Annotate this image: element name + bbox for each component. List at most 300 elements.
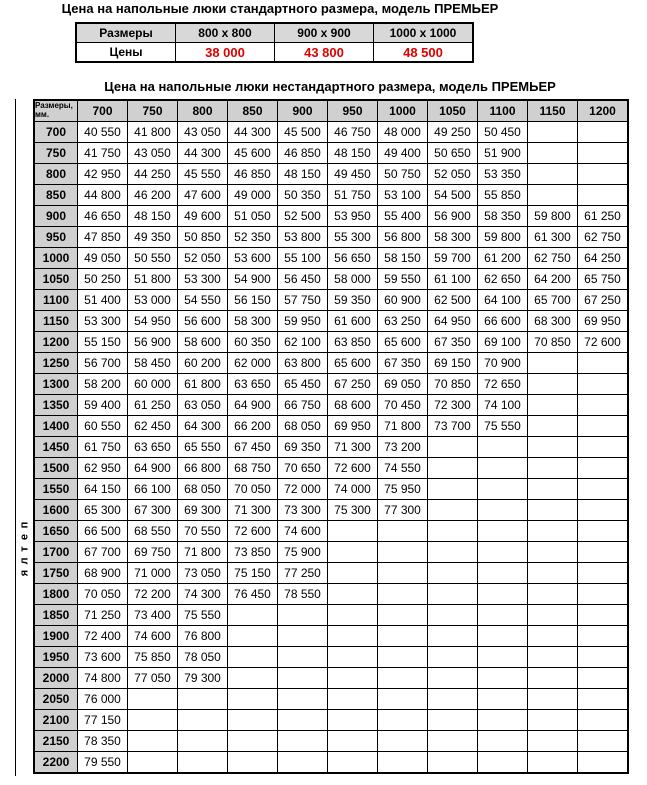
price-cell (578, 374, 629, 395)
price-cell (478, 584, 528, 605)
price-cell: 65 300 (78, 500, 128, 521)
price-cell: 52 050 (178, 248, 228, 269)
price-cell: 75 300 (328, 500, 378, 521)
price-cell (278, 668, 328, 689)
corner-label: Размеры, мм. (34, 100, 78, 122)
price-cell: 64 250 (578, 248, 629, 269)
price-cell (378, 584, 428, 605)
custom-price-table (33, 99, 629, 774)
price-cell: 66 600 (478, 311, 528, 332)
price-cell (428, 647, 478, 668)
price-cell: 51 900 (478, 143, 528, 164)
price-cell (578, 185, 629, 206)
price-cell: 60 900 (378, 290, 428, 311)
price-cell (528, 374, 578, 395)
price-cell (528, 626, 578, 647)
standard-sizes-row (76, 23, 473, 43)
price-cell: 46 200 (128, 185, 178, 206)
price-cell: 53 300 (178, 269, 228, 290)
price-cell (528, 437, 578, 458)
price-cell (578, 164, 629, 185)
price-cell (278, 731, 328, 752)
price-cell: 58 000 (328, 269, 378, 290)
price-cell: 73 400 (128, 605, 178, 626)
price-cell: 50 550 (128, 248, 178, 269)
row-header: 1800 (34, 584, 78, 605)
price-cell (378, 542, 428, 563)
price-cell: 70 450 (378, 395, 428, 416)
price-cell (578, 710, 629, 731)
price-cell (178, 752, 228, 774)
price-cell: 48 150 (328, 143, 378, 164)
price-cell (578, 395, 629, 416)
price-cell: 67 300 (128, 500, 178, 521)
price-cell (428, 668, 478, 689)
row-header: 1400 (34, 416, 78, 437)
price-cell: 53 600 (228, 248, 278, 269)
price-cell: 56 450 (278, 269, 328, 290)
price-cell (478, 500, 528, 521)
price-cell (578, 584, 629, 605)
price-cell (578, 668, 629, 689)
price-cell: 79 300 (178, 668, 228, 689)
price-cell (478, 521, 528, 542)
price-cell (228, 689, 278, 710)
row-header: 800 (34, 164, 78, 185)
price-cell: 70 900 (478, 353, 528, 374)
price-cell: 66 500 (78, 521, 128, 542)
price-cell: 51 750 (328, 185, 378, 206)
side-label-letter: е (18, 533, 31, 541)
price-cell: 69 300 (178, 500, 228, 521)
row-header: 1750 (34, 563, 78, 584)
price-cell: 58 600 (178, 332, 228, 353)
price-cell: 40 550 (78, 122, 128, 143)
row-header: 1550 (34, 479, 78, 500)
price-cell (228, 731, 278, 752)
price-cell: 71 300 (228, 500, 278, 521)
table-row (34, 752, 628, 774)
table-row (34, 500, 628, 521)
price-cell: 69 350 (278, 437, 328, 458)
row-header: 1450 (34, 437, 78, 458)
table-row (34, 437, 628, 458)
price-cell: 70 850 (528, 332, 578, 353)
column-header: 800 (178, 100, 228, 122)
price-cell (478, 668, 528, 689)
price-cell: 74 600 (128, 626, 178, 647)
row-header: 1050 (34, 269, 78, 290)
price-cell: 72 650 (478, 374, 528, 395)
table-row (34, 689, 628, 710)
price-cell: 61 750 (78, 437, 128, 458)
row-header: 2150 (34, 731, 78, 752)
price-cell: 41 750 (78, 143, 128, 164)
price-cell: 64 100 (478, 290, 528, 311)
price-cell: 43 050 (178, 122, 228, 143)
price-cell: 59 550 (378, 269, 428, 290)
price-cell (278, 626, 328, 647)
price-cell: 63 800 (278, 353, 328, 374)
standard-price: 38 000 (176, 43, 275, 63)
standard-price-table (75, 22, 474, 63)
price-cell: 41 800 (128, 122, 178, 143)
price-cell (578, 542, 629, 563)
price-cell: 48 150 (278, 164, 328, 185)
price-cell: 78 550 (278, 584, 328, 605)
price-cell (528, 458, 578, 479)
table-row (34, 542, 628, 563)
price-cell (178, 731, 228, 752)
price-cell (478, 647, 528, 668)
price-cell: 79 550 (78, 752, 128, 774)
row-header: 2000 (34, 668, 78, 689)
price-cell (578, 647, 629, 668)
price-cell (178, 689, 228, 710)
price-cell: 64 900 (128, 458, 178, 479)
row-header: 1150 (34, 311, 78, 332)
price-cell (428, 584, 478, 605)
price-cell (428, 437, 478, 458)
price-cell (478, 437, 528, 458)
price-cell: 42 950 (78, 164, 128, 185)
row-header: 1650 (34, 521, 78, 542)
price-cell: 52 050 (428, 164, 478, 185)
price-cell (378, 752, 428, 774)
table-row (34, 521, 628, 542)
price-cell (428, 458, 478, 479)
side-label-letter: я (18, 569, 31, 577)
price-cell: 53 950 (328, 206, 378, 227)
price-cell: 53 100 (378, 185, 428, 206)
row-header: 1900 (34, 626, 78, 647)
column-header: 1050 (428, 100, 478, 122)
price-cell (228, 752, 278, 774)
price-cell (278, 689, 328, 710)
price-cell: 61 300 (528, 227, 578, 248)
table-row (34, 290, 628, 311)
table-row (34, 416, 628, 437)
row-header: 1000 (34, 248, 78, 269)
price-cell (528, 689, 578, 710)
price-cell: 56 700 (78, 353, 128, 374)
price-cell (478, 479, 528, 500)
price-cell: 73 600 (78, 647, 128, 668)
price-cell: 50 650 (428, 143, 478, 164)
price-cell (378, 626, 428, 647)
price-cell: 68 050 (178, 479, 228, 500)
price-cell (278, 647, 328, 668)
price-cell (528, 563, 578, 584)
price-cell: 55 300 (328, 227, 378, 248)
price-cell: 68 750 (228, 458, 278, 479)
price-cell (528, 647, 578, 668)
price-cell (578, 689, 629, 710)
price-cell: 75 150 (228, 563, 278, 584)
price-cell (478, 710, 528, 731)
row-header: 700 (34, 122, 78, 143)
price-cell (528, 500, 578, 521)
row-header: 2050 (34, 689, 78, 710)
column-header-row (34, 100, 628, 122)
price-cell: 69 100 (478, 332, 528, 353)
side-bar (15, 99, 33, 776)
price-cell: 62 500 (428, 290, 478, 311)
price-cell: 67 250 (328, 374, 378, 395)
price-cell (528, 752, 578, 774)
price-cell: 62 950 (78, 458, 128, 479)
price-cell: 60 550 (78, 416, 128, 437)
table-row (34, 206, 628, 227)
table-row (34, 227, 628, 248)
price-cell: 55 400 (378, 206, 428, 227)
column-header: 1150 (528, 100, 578, 122)
price-cell: 68 050 (278, 416, 328, 437)
price-cell: 58 350 (478, 206, 528, 227)
price-cell (328, 689, 378, 710)
price-cell: 60 200 (178, 353, 228, 374)
price-cell (228, 605, 278, 626)
price-cell (428, 731, 478, 752)
row-header: 1250 (34, 353, 78, 374)
price-cell (328, 626, 378, 647)
price-cell (428, 689, 478, 710)
price-cell: 49 600 (178, 206, 228, 227)
price-cell: 65 550 (178, 437, 228, 458)
price-cell: 53 800 (278, 227, 328, 248)
price-cell: 59 400 (78, 395, 128, 416)
price-cell: 77 250 (278, 563, 328, 584)
row-header: 1100 (34, 290, 78, 311)
price-cell: 62 100 (278, 332, 328, 353)
price-cell: 72 600 (578, 332, 629, 353)
price-cell: 56 150 (228, 290, 278, 311)
price-cell: 48 000 (378, 122, 428, 143)
table-row (34, 332, 628, 353)
price-cell (528, 416, 578, 437)
table-row (34, 584, 628, 605)
price-cell: 60 000 (128, 374, 178, 395)
price-cell: 49 450 (328, 164, 378, 185)
price-cell: 72 600 (328, 458, 378, 479)
price-cell: 50 750 (378, 164, 428, 185)
price-cell (578, 731, 629, 752)
price-cell (378, 605, 428, 626)
price-cell (328, 563, 378, 584)
price-cell (428, 752, 478, 774)
price-cell (578, 500, 629, 521)
price-cell (378, 521, 428, 542)
price-cell: 45 600 (228, 143, 278, 164)
price-cell: 43 050 (128, 143, 178, 164)
price-cell (328, 647, 378, 668)
price-cell: 50 850 (178, 227, 228, 248)
column-header: 900 (278, 100, 328, 122)
price-cell: 74 000 (328, 479, 378, 500)
table-row (34, 143, 628, 164)
price-cell (528, 605, 578, 626)
price-cell: 52 350 (228, 227, 278, 248)
price-cell (428, 626, 478, 647)
price-cell (328, 710, 378, 731)
price-cell: 72 000 (278, 479, 328, 500)
price-cell: 75 950 (378, 479, 428, 500)
price-cell: 58 200 (78, 374, 128, 395)
price-cell: 70 050 (78, 584, 128, 605)
price-cell: 76 800 (178, 626, 228, 647)
table-row (34, 458, 628, 479)
price-cell (528, 143, 578, 164)
price-cell: 72 200 (128, 584, 178, 605)
price-cell (528, 731, 578, 752)
price-cell: 47 850 (78, 227, 128, 248)
price-cell: 54 500 (428, 185, 478, 206)
price-cell: 49 400 (378, 143, 428, 164)
price-cell: 68 900 (78, 563, 128, 584)
column-header: 1200 (578, 100, 629, 122)
price-cell (278, 605, 328, 626)
price-cell: 73 700 (428, 416, 478, 437)
column-header: 950 (328, 100, 378, 122)
price-cell (578, 626, 629, 647)
row-header: 1950 (34, 647, 78, 668)
price-cell (578, 437, 629, 458)
price-cell (228, 668, 278, 689)
price-cell: 71 300 (328, 437, 378, 458)
price-cell: 64 300 (178, 416, 228, 437)
price-cell (478, 752, 528, 774)
price-cell (528, 668, 578, 689)
price-cell (578, 353, 629, 374)
table-row (34, 563, 628, 584)
price-cell (378, 689, 428, 710)
table-row (34, 122, 628, 143)
price-cell: 53 300 (78, 311, 128, 332)
price-cell (328, 584, 378, 605)
price-cell: 56 600 (178, 311, 228, 332)
standard-prices-row (76, 43, 473, 63)
row-header: 1700 (34, 542, 78, 563)
price-cell: 75 550 (178, 605, 228, 626)
price-cell: 56 800 (378, 227, 428, 248)
price-cell (578, 521, 629, 542)
standard-price: 43 800 (275, 43, 374, 63)
price-cell: 73 850 (228, 542, 278, 563)
price-cell: 64 200 (528, 269, 578, 290)
row-header: 1300 (34, 374, 78, 395)
price-cell: 68 600 (328, 395, 378, 416)
row-header: 2100 (34, 710, 78, 731)
price-cell: 49 000 (228, 185, 278, 206)
price-cell: 61 600 (328, 311, 378, 332)
price-cell: 76 000 (78, 689, 128, 710)
price-cell (578, 479, 629, 500)
sizes-label: Размеры (76, 23, 176, 43)
price-cell: 56 900 (128, 332, 178, 353)
price-cell: 72 400 (78, 626, 128, 647)
price-cell: 50 450 (478, 122, 528, 143)
price-cell: 62 750 (578, 227, 629, 248)
column-header: 750 (128, 100, 178, 122)
table-row (34, 605, 628, 626)
price-cell (128, 710, 178, 731)
price-cell (428, 542, 478, 563)
row-header: 900 (34, 206, 78, 227)
price-cell (528, 395, 578, 416)
table-row (34, 395, 628, 416)
price-cell: 74 100 (478, 395, 528, 416)
price-cell (478, 563, 528, 584)
table-row (34, 185, 628, 206)
price-cell: 45 500 (278, 122, 328, 143)
price-cell: 68 550 (128, 521, 178, 542)
price-cell: 50 250 (78, 269, 128, 290)
price-cell (428, 563, 478, 584)
price-cell: 64 900 (228, 395, 278, 416)
price-cell: 61 250 (578, 206, 629, 227)
price-cell: 67 250 (578, 290, 629, 311)
table-row (34, 626, 628, 647)
price-cell: 51 050 (228, 206, 278, 227)
price-cell: 65 600 (328, 353, 378, 374)
side-label-letter: л (18, 557, 31, 565)
price-cell (478, 605, 528, 626)
price-cell: 75 850 (128, 647, 178, 668)
price-cell: 44 800 (78, 185, 128, 206)
price-cell: 59 700 (428, 248, 478, 269)
standard-price-title: Цена на напольные люки стандартного размера, модель ПРЕМЬЕР (61, 1, 499, 16)
price-cell: 58 300 (428, 227, 478, 248)
row-header: 1850 (34, 605, 78, 626)
price-cell: 59 800 (478, 227, 528, 248)
side-label-letter: т (18, 546, 31, 552)
side-label-hinge (16, 519, 33, 579)
price-cell: 64 150 (78, 479, 128, 500)
price-cell: 70 650 (278, 458, 328, 479)
price-cell: 55 850 (478, 185, 528, 206)
table-row (34, 710, 628, 731)
price-cell (478, 731, 528, 752)
price-cell: 69 950 (578, 311, 629, 332)
price-cell: 49 350 (128, 227, 178, 248)
price-cell: 73 300 (278, 500, 328, 521)
price-cell (578, 563, 629, 584)
price-cell: 61 250 (128, 395, 178, 416)
standard-size: 1000 х 1000 (374, 23, 474, 43)
price-cell: 69 050 (378, 374, 428, 395)
price-cell (328, 521, 378, 542)
price-cell (428, 521, 478, 542)
table-row (34, 668, 628, 689)
price-cell: 78 350 (78, 731, 128, 752)
price-cell: 49 050 (78, 248, 128, 269)
price-cell (478, 626, 528, 647)
price-cell: 65 600 (378, 332, 428, 353)
price-cell (528, 185, 578, 206)
price-cell (128, 689, 178, 710)
price-cell (378, 668, 428, 689)
price-cell: 70 550 (178, 521, 228, 542)
price-cell: 67 450 (228, 437, 278, 458)
side-label-letter: п (18, 521, 31, 529)
price-cell (328, 668, 378, 689)
price-cell: 70 050 (228, 479, 278, 500)
table-row (34, 731, 628, 752)
price-cell: 54 900 (228, 269, 278, 290)
price-cell: 69 750 (128, 542, 178, 563)
price-cell: 77 300 (378, 500, 428, 521)
price-cell: 55 100 (278, 248, 328, 269)
